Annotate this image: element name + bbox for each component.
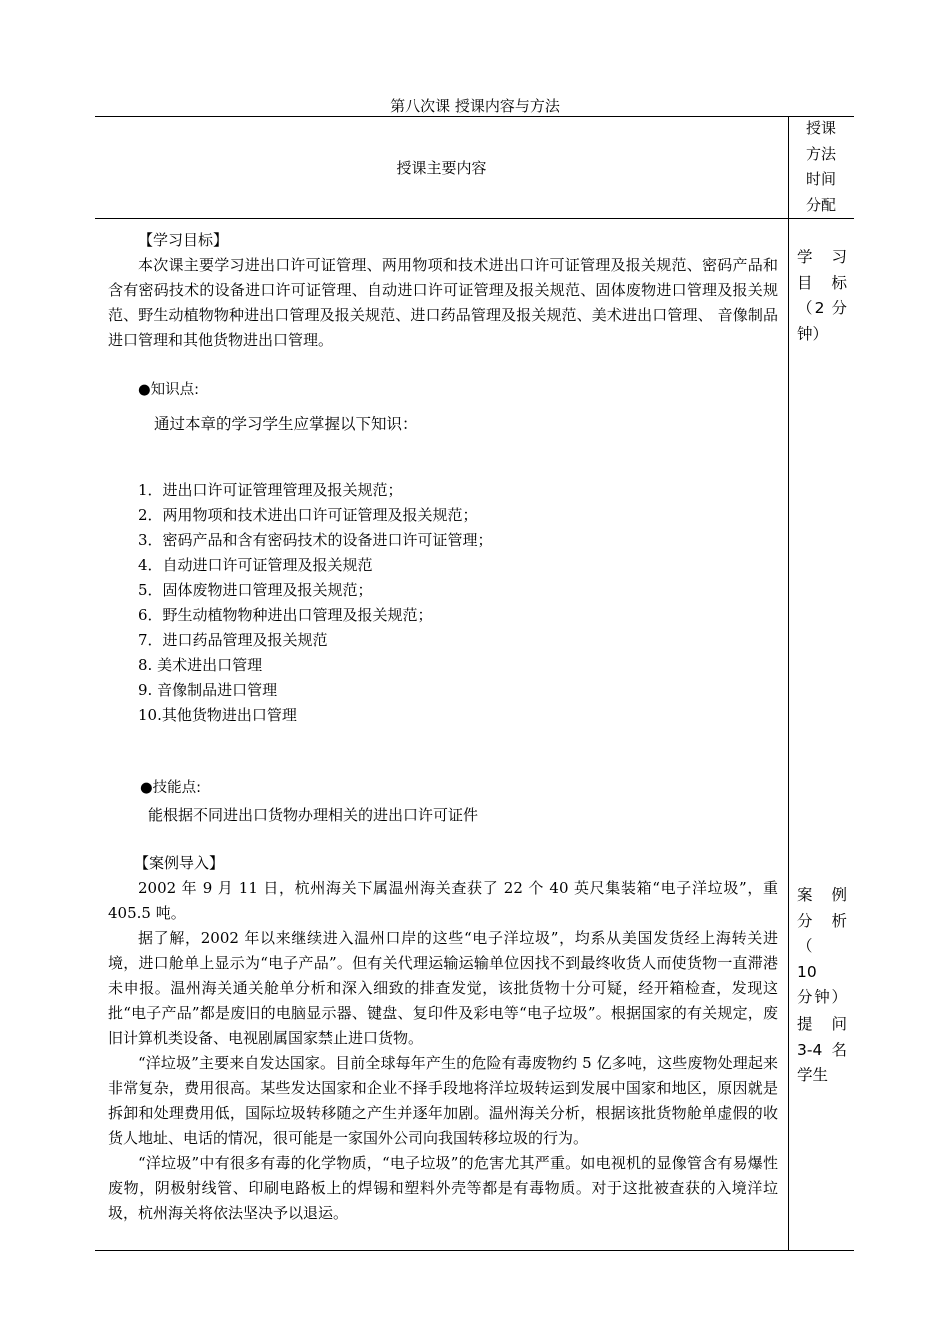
list-item: 4．自动进口许可证管理及报关规范 [138,556,373,574]
side-note-line: 学 习 [797,248,847,266]
page-title: 第八次课 授课内容与方法 [390,97,560,115]
skills-text: 能根据不同进出口货物办理相关的进出口许可证件 [148,806,479,824]
header-divider [95,218,854,219]
side-note-line: （ 10 [797,937,829,981]
side-note-line: 目 标 [797,273,847,292]
case-section [108,851,778,1226]
knowledge-section [108,378,778,403]
side-note-line: 钟） [797,324,829,343]
side-note-line: 案 例 [797,886,847,904]
case-paragraph: “洋垃圾”中有很多有毒的化学物质，“电子垃圾”的危害尤其严重。如电视机的显像管含有易爆性废物，阴极射线管、印刷电路板上的焊锡和塑料外壳等都是有毒物质。对于这批被查获的入境洋垃圾，杭州海关将依法坚决予以退运。 [108,1154,778,1222]
side-note-goal [797,245,847,347]
list-item: 5．固体废物进口管理及报关规范； [138,581,373,599]
list-item: 7．进口药品管理及报关规范 [138,631,328,649]
side-note-line: 提 问 [797,1015,847,1033]
knowledge-intro: 通过本章的学习学生应掌握以下知识： [154,415,418,433]
case-heading: 【案例导入】 [134,854,225,872]
side-note-question [797,1012,847,1089]
list-item: 6．野生动植物物种进出口管理及报关规范； [138,606,433,624]
skills-section [108,776,778,828]
skills-heading: ●技能点: [140,780,202,796]
header-side-line: 方法 [805,144,836,163]
header-side-cell [788,116,854,218]
list-item: 2．两用物项和技术进出口许可证管理及报关规范； [138,506,478,524]
header-side-line: 分配 [805,195,836,214]
header-main-cell [95,116,788,218]
side-note-case [797,883,847,1011]
side-note-line: 分 析 [797,911,847,930]
header-side-line: 授课 [805,119,836,137]
list-item: 8. 美术进出口管理 [138,656,263,674]
goal-text: 本次课主要学习进出口许可证管理、两用物项和技术进出口许可证管理及报关规范、密码产品和含有密码技术的设备进口许可证管理、自动进口许可证管理及报关规范、固体废物进口管理及报关规范、野生动植物物种进出口管理及报关规范、进口药品管理及报关规范、美术进出口管理、 音像制品进口管理和其他货物进出口管理。 [108,256,778,349]
header-main-label: 授课主要内容 [396,158,487,177]
case-paragraph: “洋垃圾”主要来自发达国家。目前全球每年产生的危险有毒废物约 5 亿多吨，这些废物处理起来非常复杂，费用很高。某些发达国家和企业不择手段地将洋垃圾转运到发展中国家和地区，原因就是拆卸和处理费用低，国际垃圾转移随之产生并逐年加剧。温州海关分析，根据该批货物舱单虚假的收货人地址、电话的情况，很可能是一家国外公司向我国转移垃圾的行为。 [108,1054,778,1147]
column-divider [788,116,789,1250]
side-note-line: 学生 [797,1066,829,1084]
goal-section [108,228,778,353]
case-paragraph: 据了解，2002 年以来继续进入温州口岸的这些“电子洋垃圾”，均系从美国发货经上海转关进境，进口舱单上显示为“电子产品”。但有关代理运输运输单位因找不到最终收货人而使货物一直滞港未申报。温州海关通关舱单分析和深入细致的排查发觉，该批货物十分可疑，经开箱检查，发现这批“电子产品”都是废旧的电脑显示器、键盘、复印件及彩电等“电子垃圾”。根据国家的有关规定，废旧计算机类设备、电视剧属国家禁止进口货物。 [108,929,778,1047]
knowledge-list [108,478,778,728]
knowledge-heading: ●知识点: [138,382,200,398]
side-note-line: 分钟） [797,988,847,1006]
goal-heading: 【学习目标】 [138,231,229,249]
header-side-line: 时间 [805,170,836,188]
side-note-line: 3-4 名 [797,1040,847,1059]
list-item: 10.其他货物进出口管理 [138,706,297,724]
table-bottom-border [95,1250,854,1251]
list-item: 9. 音像制品进口管理 [138,681,278,699]
list-item: 3．密码产品和含有密码技术的设备进口许可证管理； [138,531,493,549]
knowledge-intro-block [108,412,778,437]
side-note-line: （2 分 [797,299,847,317]
case-paragraph: 2002 年 9 月 11 日，杭州海关下属温州海关查获了 22 个 40 英尺集装箱“电子洋垃圾”，重 405.5 吨。 [108,879,778,922]
list-item: 1．进出口许可证管理管理及报关规范； [138,481,403,499]
